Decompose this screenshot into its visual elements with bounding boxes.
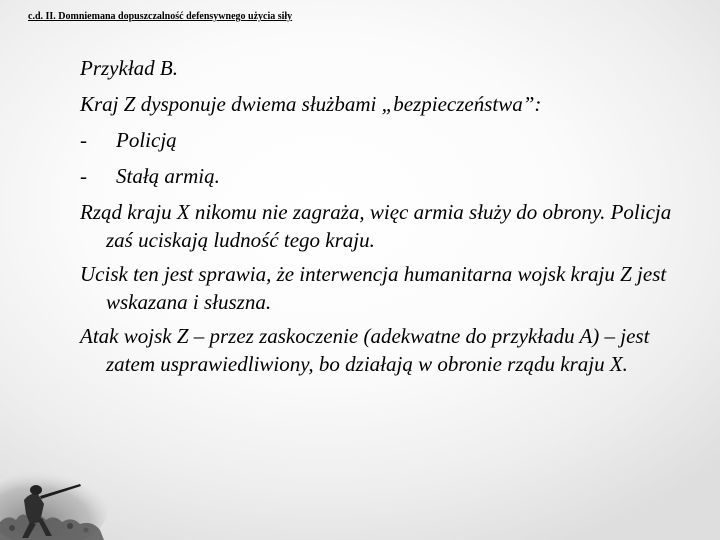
bullet-text: Policją bbox=[116, 128, 177, 152]
intro-text: Kraj Z dysponuje dwiema służbami „bezpieczeństwa”: bbox=[80, 92, 542, 116]
slide-body bbox=[80, 54, 680, 384]
bullet-dash: - bbox=[80, 164, 87, 188]
example-title: Przykład B. bbox=[80, 56, 178, 80]
bullet-text: Stałą armią. bbox=[116, 164, 220, 188]
bullet-item-army bbox=[80, 162, 680, 190]
bullet-dash: - bbox=[80, 128, 87, 152]
soldier-illustration bbox=[0, 430, 110, 540]
paragraph-attack: Atak wojsk Z – przez zaskoczenie (adekwatne do przykładu A) – jest zatem usprawiedliwiony, bo działają w obronie rządu kraju X. bbox=[80, 324, 650, 376]
slide-header: c.d. II. Domniemana dopuszczalność defensywnego użycia siły bbox=[28, 11, 293, 22]
paragraph-oppression: Ucisk ten jest sprawia, że interwencja humanitarna wojsk kraju Z jest wskazana i słuszna. bbox=[80, 262, 667, 314]
paragraph-government: Rząd kraju X nikomu nie zagraża, więc armia służy do obrony. Policja zaś uciskają ludność tego kraju. bbox=[80, 200, 672, 252]
bullet-item-police bbox=[80, 126, 680, 154]
